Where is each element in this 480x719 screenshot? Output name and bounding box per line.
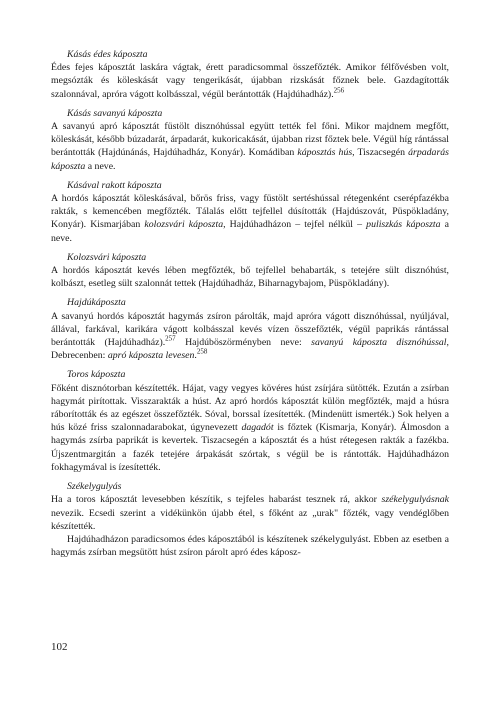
recipe-paragraph (51, 533, 449, 559)
recipe-paragraph (51, 493, 449, 533)
recipe-title: Toros káposzta (67, 369, 126, 381)
recipe-title: Hajdúkáposzta (67, 297, 126, 309)
recipe-paragraph (51, 61, 449, 101)
text-run: Főként disznótorban készítették. Hájat, vagy vegyes kövéres húst zsírjára sütötték. Ezután a zsírban hagymát pirítottak. Visszarakták a húst. Az apró hordós káposztát külön megfőzték, majd a húsra ráborították és az egészet összefőzték. Sóval, borssal ízesítették. (Mindenütt ismerték.) Sok helyen a hús közé friss szalonnadarabokat, úgynevezett (51, 382, 449, 434)
italic-term: árpadarás káposzta (51, 147, 449, 172)
recipe-title: Székelygulyás (67, 481, 122, 493)
text-run: A savanyú hordós káposztát hagymás zsíron párolták, majd apróra vágott disznóhússal, nyúljával, állával, farkával, karikára vágott kolbásszal kevés vízen összefőzték, végül paprikás rántással berántották (Hajdúhadház). (51, 310, 449, 349)
recipe-section (51, 48, 449, 101)
text-run: . (194, 350, 197, 362)
text-run: is főztek (Kismarja, Konyár). Álmosdon a hagymás zsírba paprikát is kevertek. Tiszacsegén a káposztát és a húst rétegesen rakták a fazékba. Újszentmargitán a fazék tetejére árpakását szórtak, s végül be is rántották. Hajdúhadházon fokhagymával is ízesítették. (51, 422, 449, 473)
recipe-title: Kásával rakott káposzta (67, 179, 162, 191)
recipe-section (51, 179, 449, 245)
recipe-section (51, 480, 449, 559)
text-run: Ha a toros káposztát levesebben készítik, s tejfeles habarást tesznek rá, akkor (51, 494, 382, 506)
page-body (51, 48, 449, 565)
text-run: a neve. (85, 160, 116, 172)
recipe-paragraph (51, 192, 449, 245)
footnote-ref: 258 (196, 348, 208, 356)
italic-term: dagadót (241, 422, 274, 434)
italic-term: székelygulyásnak (381, 494, 449, 506)
text-run: A hordós káposztát kevés lében megfőzték, bő tejfellel behabarták, s tetejére sült disznóhúst, kolbászt, esetleg sült szalonnát tettek (Hajdúhadház, Biharnagybajom, Püspökladány). (51, 265, 449, 290)
recipe-title: Kásás savanyú káposzta (67, 107, 163, 119)
recipe-paragraph (51, 264, 449, 290)
recipe-section (51, 107, 449, 173)
italic-term: kolozsvári káposzta (144, 219, 224, 231)
recipe-section (51, 251, 449, 291)
footnote-ref: 257 (165, 334, 176, 343)
recipe-section (51, 368, 449, 474)
recipe-section (51, 296, 449, 362)
text-run: nevezik. Ecsedi szerint a vidékünkön újabb étel, s főként az „urak" főzték, vagy vendéglőben készítették. (51, 507, 449, 532)
text-run: a neve. (51, 219, 449, 244)
recipe-paragraph (51, 120, 449, 173)
text-run: , Tiszacsegén (352, 147, 409, 159)
text-run: A savanyú apró káposztát füstölt disznóhússal együtt tették fel főni. Mikor majdnem megfőtt, köleskását, később búzadarát, árpadarát, kukoricakását, újabban rizst főztek bele. Végül híg rántással berántották (Hajdúnánás, Hajdúhadház, Konyár). Komádiban (51, 121, 449, 159)
recipe-paragraph (51, 382, 449, 474)
text-run: Hajdúhadházon paradicsomos édes káposztából is készítenek székelygulyást. Ebben az esetben a hagymás zsírban megsütött húst zsíron párolt apró édes káposz- (51, 533, 449, 559)
text-run: Hajdúböszörményben neve: (175, 337, 312, 349)
page-number: 102 (51, 641, 68, 653)
recipe-title: Kolozsvári káposzta (67, 251, 147, 263)
text-run: , Debrecenben: (51, 337, 449, 362)
italic-term: apró káposzta levesen (107, 350, 195, 362)
text-run: , Hajdúhadházon – tejfel nélkül – (223, 219, 367, 231)
recipe-title: Kásás édes káposzta (67, 49, 148, 60)
recipe-paragraph (51, 310, 449, 363)
italic-term: savanyú káposzta disznóhússal (311, 337, 447, 349)
footnote-ref: 256 (333, 86, 345, 95)
text-run: Édes fejes káposztát laskára vágtak, érett paradicsommal összefőzték. Amikor félfővésben volt, megsózták és köleskását vagy tengerikását, újabban rizskását főznek bele. Gazdagították szalonnával, apróra vágott kolbásszal, végül berántották (Hajdúhadház). (51, 62, 449, 100)
italic-term: káposztás hús (297, 147, 353, 159)
italic-term: puliszkás káposzta (366, 219, 441, 231)
text-run: A hordós káposztát köleskásával, bőrös friss, vagy füstölt sertéshússal rétegenként cserépfazékba rakták, s kemencében megfőzték. Tálalás előtt tejfellel dúsították (Hajdúszovát, Püspökladány, Konyár). Kismarjában (51, 193, 449, 231)
